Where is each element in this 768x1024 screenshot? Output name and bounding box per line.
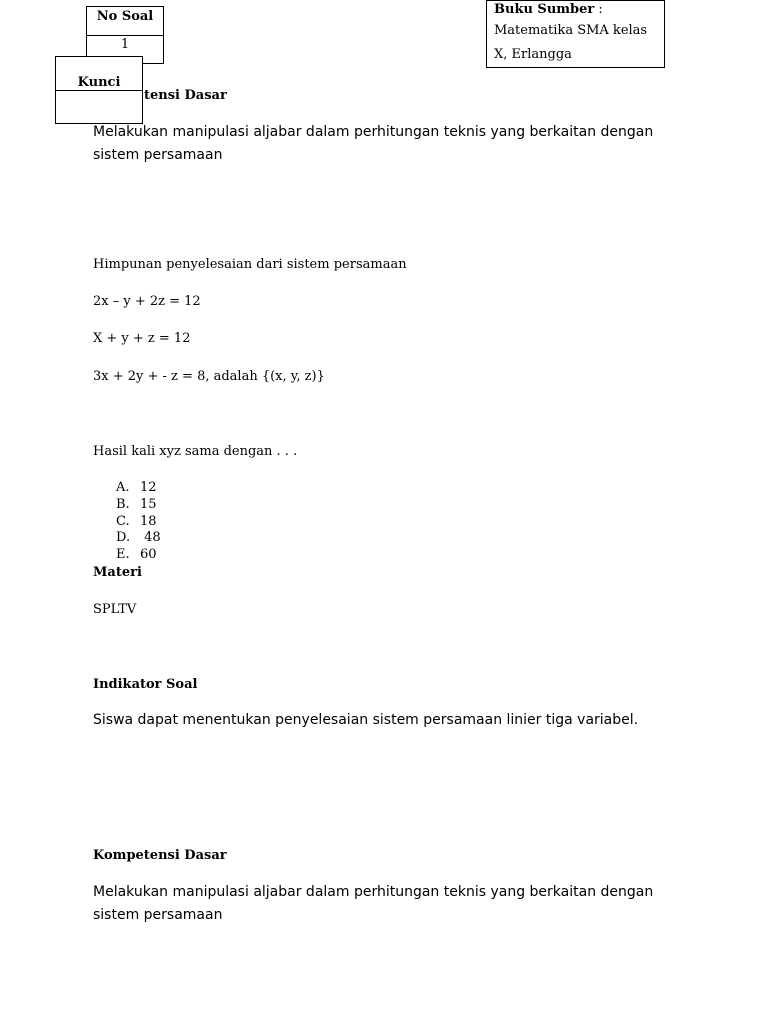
section2-body-line2: sistem persamaan	[93, 907, 223, 923]
option-a	[116, 480, 161, 497]
section2-body	[93, 881, 653, 927]
buku-sumber-line1: Matematika SMA kelas	[494, 23, 648, 38]
no-soal-label: No Soal	[87, 7, 163, 36]
answer-options	[116, 480, 161, 564]
no-soal-value: 1	[120, 37, 130, 52]
materi-heading: Materi	[93, 565, 142, 580]
option-c	[116, 514, 161, 531]
section2-heading: Kompetensi Dasar	[93, 848, 227, 863]
option-value: 48	[140, 530, 161, 546]
option-d	[116, 530, 161, 547]
equation-3: 3x + 2y + - z = 8, adalah {(x, y, z)}	[93, 369, 325, 384]
option-letter: E.	[116, 547, 130, 563]
kunci-label: Kunci	[56, 57, 142, 91]
option-value: 18	[140, 513, 157, 529]
option-value: 15	[140, 496, 157, 512]
indikator-body: Siswa dapat menentukan penyelesaian sistem persamaan linier tiga variabel.	[93, 712, 639, 728]
section1-body-line1: Melakukan manipulasi aljabar dalam perhitungan teknis yang berkaitan dengan	[93, 124, 654, 140]
indikator-heading: Indikator Soal	[93, 677, 198, 692]
question-prompt: Hasil kali xyz sama dengan . . .	[93, 444, 298, 459]
section1-body-line2: sistem persamaan	[93, 147, 223, 163]
option-value: 60	[140, 547, 157, 563]
buku-sumber-line2: X, Erlangga	[494, 47, 572, 62]
section2-body-line1: Melakukan manipulasi aljabar dalam perhitungan teknis yang berkaitan dengan	[93, 884, 654, 900]
option-e	[116, 547, 161, 564]
option-letter: B.	[116, 496, 130, 512]
option-b	[116, 497, 161, 514]
buku-sumber-colon: :	[594, 2, 603, 17]
buku-sumber-box	[486, 0, 665, 68]
equation-2: X + y + z = 12	[93, 331, 191, 346]
materi-value: SPLTV	[93, 602, 137, 617]
option-letter: A.	[116, 480, 130, 495]
kunci-box	[55, 56, 143, 124]
buku-sumber-label: Buku Sumber	[494, 2, 595, 17]
section1-heading: tensi Dasar	[144, 88, 227, 103]
option-value: 12	[140, 480, 157, 495]
question-intro: Himpunan penyelesaian dari sistem persamaan	[93, 257, 407, 272]
equation-1: 2x – y + 2z = 12	[93, 294, 201, 309]
option-letter: C.	[116, 513, 130, 529]
section1-body	[93, 121, 653, 167]
option-letter: D.	[116, 530, 131, 546]
